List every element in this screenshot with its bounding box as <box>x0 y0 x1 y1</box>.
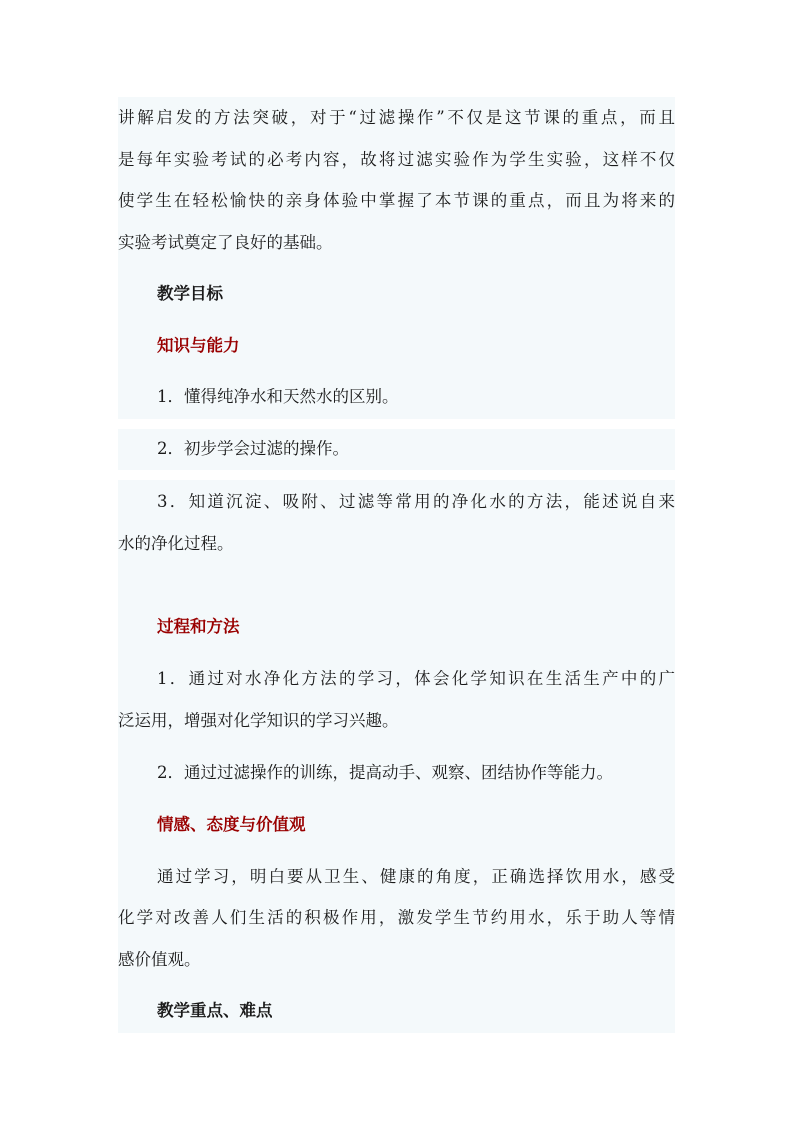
process-item-2: 2．通过过滤操作的训练，提高动手、观察、团结协作等能力。 <box>157 763 613 782</box>
emotion-line-1: 通过学习，明白要从卫生、健康的角度，正确选择饮用水，感受 <box>157 867 675 886</box>
emotion-line-2: 化学对改善人们生活的积极作用，激发学生节约用水，乐于助人等情 <box>118 908 675 927</box>
intro-line-1: 讲解启发的方法突破，对于“过滤操作”不仅是这节课的重点，而且 <box>118 108 675 127</box>
knowledge-heading: 知识与能力 <box>157 336 240 355</box>
goals-heading: 教学目标 <box>157 284 223 303</box>
knowledge-item-2: 2．初步学会过滤的操作。 <box>157 439 349 458</box>
intro-line-3: 使学生在轻松愉快的亲身体验中掌握了本节课的重点，而且为将来的 <box>118 191 675 210</box>
process-item-1-line-1: 1．通过对水净化方法的学习，体会化学知识在生活生产中的广 <box>157 669 675 688</box>
knowledge-item-3-line-2: 水的净化过程。 <box>118 534 234 553</box>
knowledge-item-3-line-1: 3．知道沉淀、吸附、过滤等常用的净化水的方法，能述说自来 <box>157 492 675 511</box>
emotion-line-3: 感价值观。 <box>118 950 201 969</box>
intro-line-2: 是每年实验考试的必考内容，故将过滤实验作为学生实验，这样不仅 <box>118 150 675 169</box>
intro-line-4: 实验考试奠定了良好的基础。 <box>118 233 333 252</box>
emotion-heading: 情感、态度与价值观 <box>157 815 306 834</box>
knowledge-item-1: 1．懂得纯净水和天然水的区别。 <box>157 387 399 406</box>
keypoints-heading: 教学重点、难点 <box>157 1001 273 1020</box>
shaded-block-1 <box>118 97 675 419</box>
process-heading: 过程和方法 <box>157 617 240 636</box>
process-item-1-line-2: 泛运用，增强对化学知识的学习兴趣。 <box>118 711 399 730</box>
